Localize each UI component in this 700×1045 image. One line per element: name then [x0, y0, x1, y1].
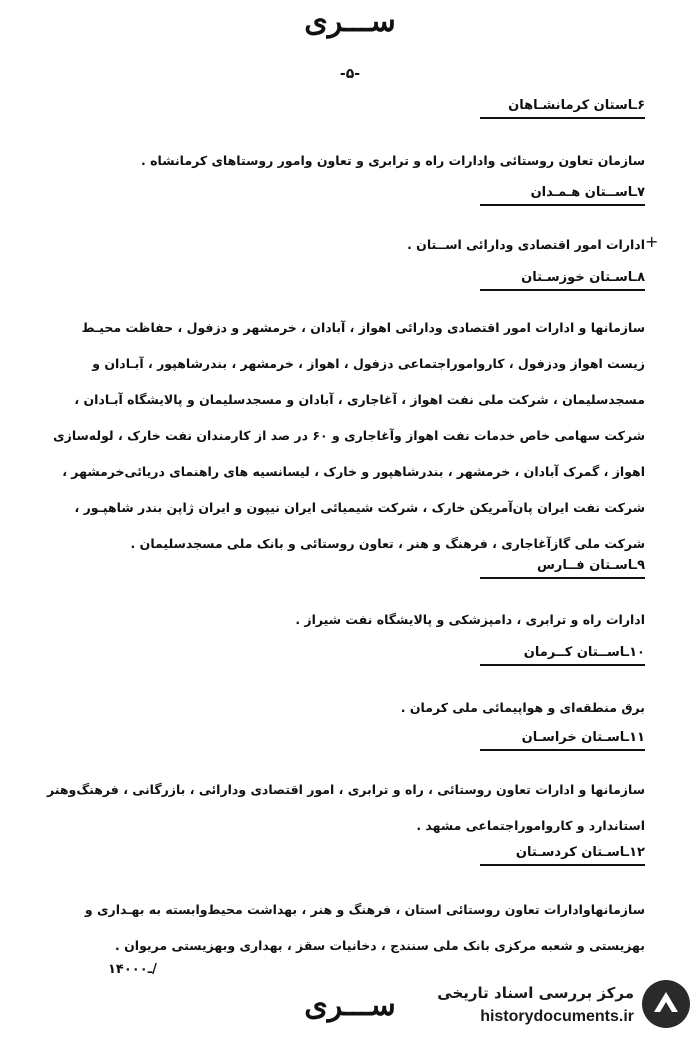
section-paragraph	[84, 892, 645, 964]
text-line: سازمانهاوادارات تعاون روستائی استان ، فرهنگ و هنر ، بهداشت محیط‌وابسته به بهـداری و	[84, 902, 645, 917]
text-line: بهزیستی و شعبه مرکزی بانک ملی سنندج ، دخانیات سقز ، بهداری وبهزیستی مریوان .	[115, 938, 645, 953]
section-paragraph	[100, 227, 645, 263]
text-line: برق منطقه‌ای و هواپیمائی ملی کرمان .	[400, 700, 645, 715]
classification-mark-bottom: ســـری	[304, 988, 396, 1023]
document-code: ۱۴ـ۰۰۰/	[108, 962, 157, 977]
text-line: ادارات امور اقتصادی ودارائی اســتان .	[407, 237, 645, 252]
text-line: ادارات راه و ترابری ، دامپزشکی و پالایشگاه نفت شیراز .	[295, 612, 645, 627]
classification-mark-top: ســـری	[304, 4, 396, 39]
text-line: سازمان تعاون روستائی وادارات راه و ترابری و تعاون وامور روستاهای کرمانشاه .	[141, 153, 645, 168]
section-paragraph	[53, 310, 645, 562]
handwritten-margin-mark: +	[645, 232, 659, 251]
page-number: -۵-	[339, 66, 361, 82]
text-line: مسجدسلیمان ، شرکت ملی نفت اهواز ، آغاجاری ، آبادان و مسجدسلیمان و پالایشگاه آبـادان ،	[74, 392, 645, 407]
text-line: شرکت ملی گازآغاجاری ، فرهنگ و هنر ، تعاون روستائی و بانک ملی مسجدسلیمان .	[130, 536, 645, 551]
section-heading: ۱۲ـاسـتان کردسـتان	[480, 845, 645, 866]
text-line: سازمانها و ادارات امور اقتصادی ودارائی اهواز ، آبادان ، خرمشهر و دزفول ، حفاظت محیـط	[81, 320, 645, 335]
section-heading: ۱۱ـاسـتان خراسـان	[480, 730, 645, 751]
text-line: سازمانها و ادارات تعاون روستائی ، راه و ترابری ، امور اقتصادی ودارائی ، بازرگانی ، فرهنگ‌وهنر	[47, 782, 645, 797]
watermark-url: historydocuments.ir	[480, 1008, 634, 1025]
section-paragraph	[100, 690, 645, 726]
section-heading: ۷ـاســتان هـمـدان	[480, 185, 645, 206]
watermark	[430, 978, 692, 1038]
text-line: استاندارد و کارواموراجتماعی مشهد .	[416, 818, 645, 833]
watermark-org-name: مرکز بررسی اسناد تاریخی	[437, 984, 634, 1002]
section-heading: ۸ـاسـتان خوزسـتان	[480, 270, 645, 291]
section-paragraph	[100, 602, 645, 638]
section-heading: ۱۰ـاســتان کــرمان	[480, 645, 645, 666]
section-paragraph	[100, 143, 645, 179]
text-line: زیست اهواز ودزفول ، کارواموراجتماعی دزفول ، اهواز ، خرمشهر ، بندرشاهپور ، آبـادان و	[92, 356, 645, 371]
archive-logo-icon	[640, 978, 692, 1030]
section-heading: ۶ـاستان کرمانشـاهان	[480, 98, 645, 119]
section-heading: ۹ـاسـتان فــارس	[480, 558, 645, 579]
section-paragraph	[47, 772, 645, 844]
text-line: شرکت سهامی خاص خدمات نفت اهواز وآغاجاری و ۶۰ در صد از کارمندان نفت خارک ، لوله‌سازی	[53, 428, 645, 443]
text-line: شرکت نفت ایران پان‌آمریکن خارک ، شرکت شیمیائی ایران نیپون و ایران ژاپن بندر شاهپـور ،	[74, 500, 645, 515]
text-line: اهواز ، گمرک آبادان ، خرمشهر ، بندرشاهپور و خارک ، لیسانسیه های راهنمای دریائی‌خرمشهر ،	[62, 464, 645, 479]
